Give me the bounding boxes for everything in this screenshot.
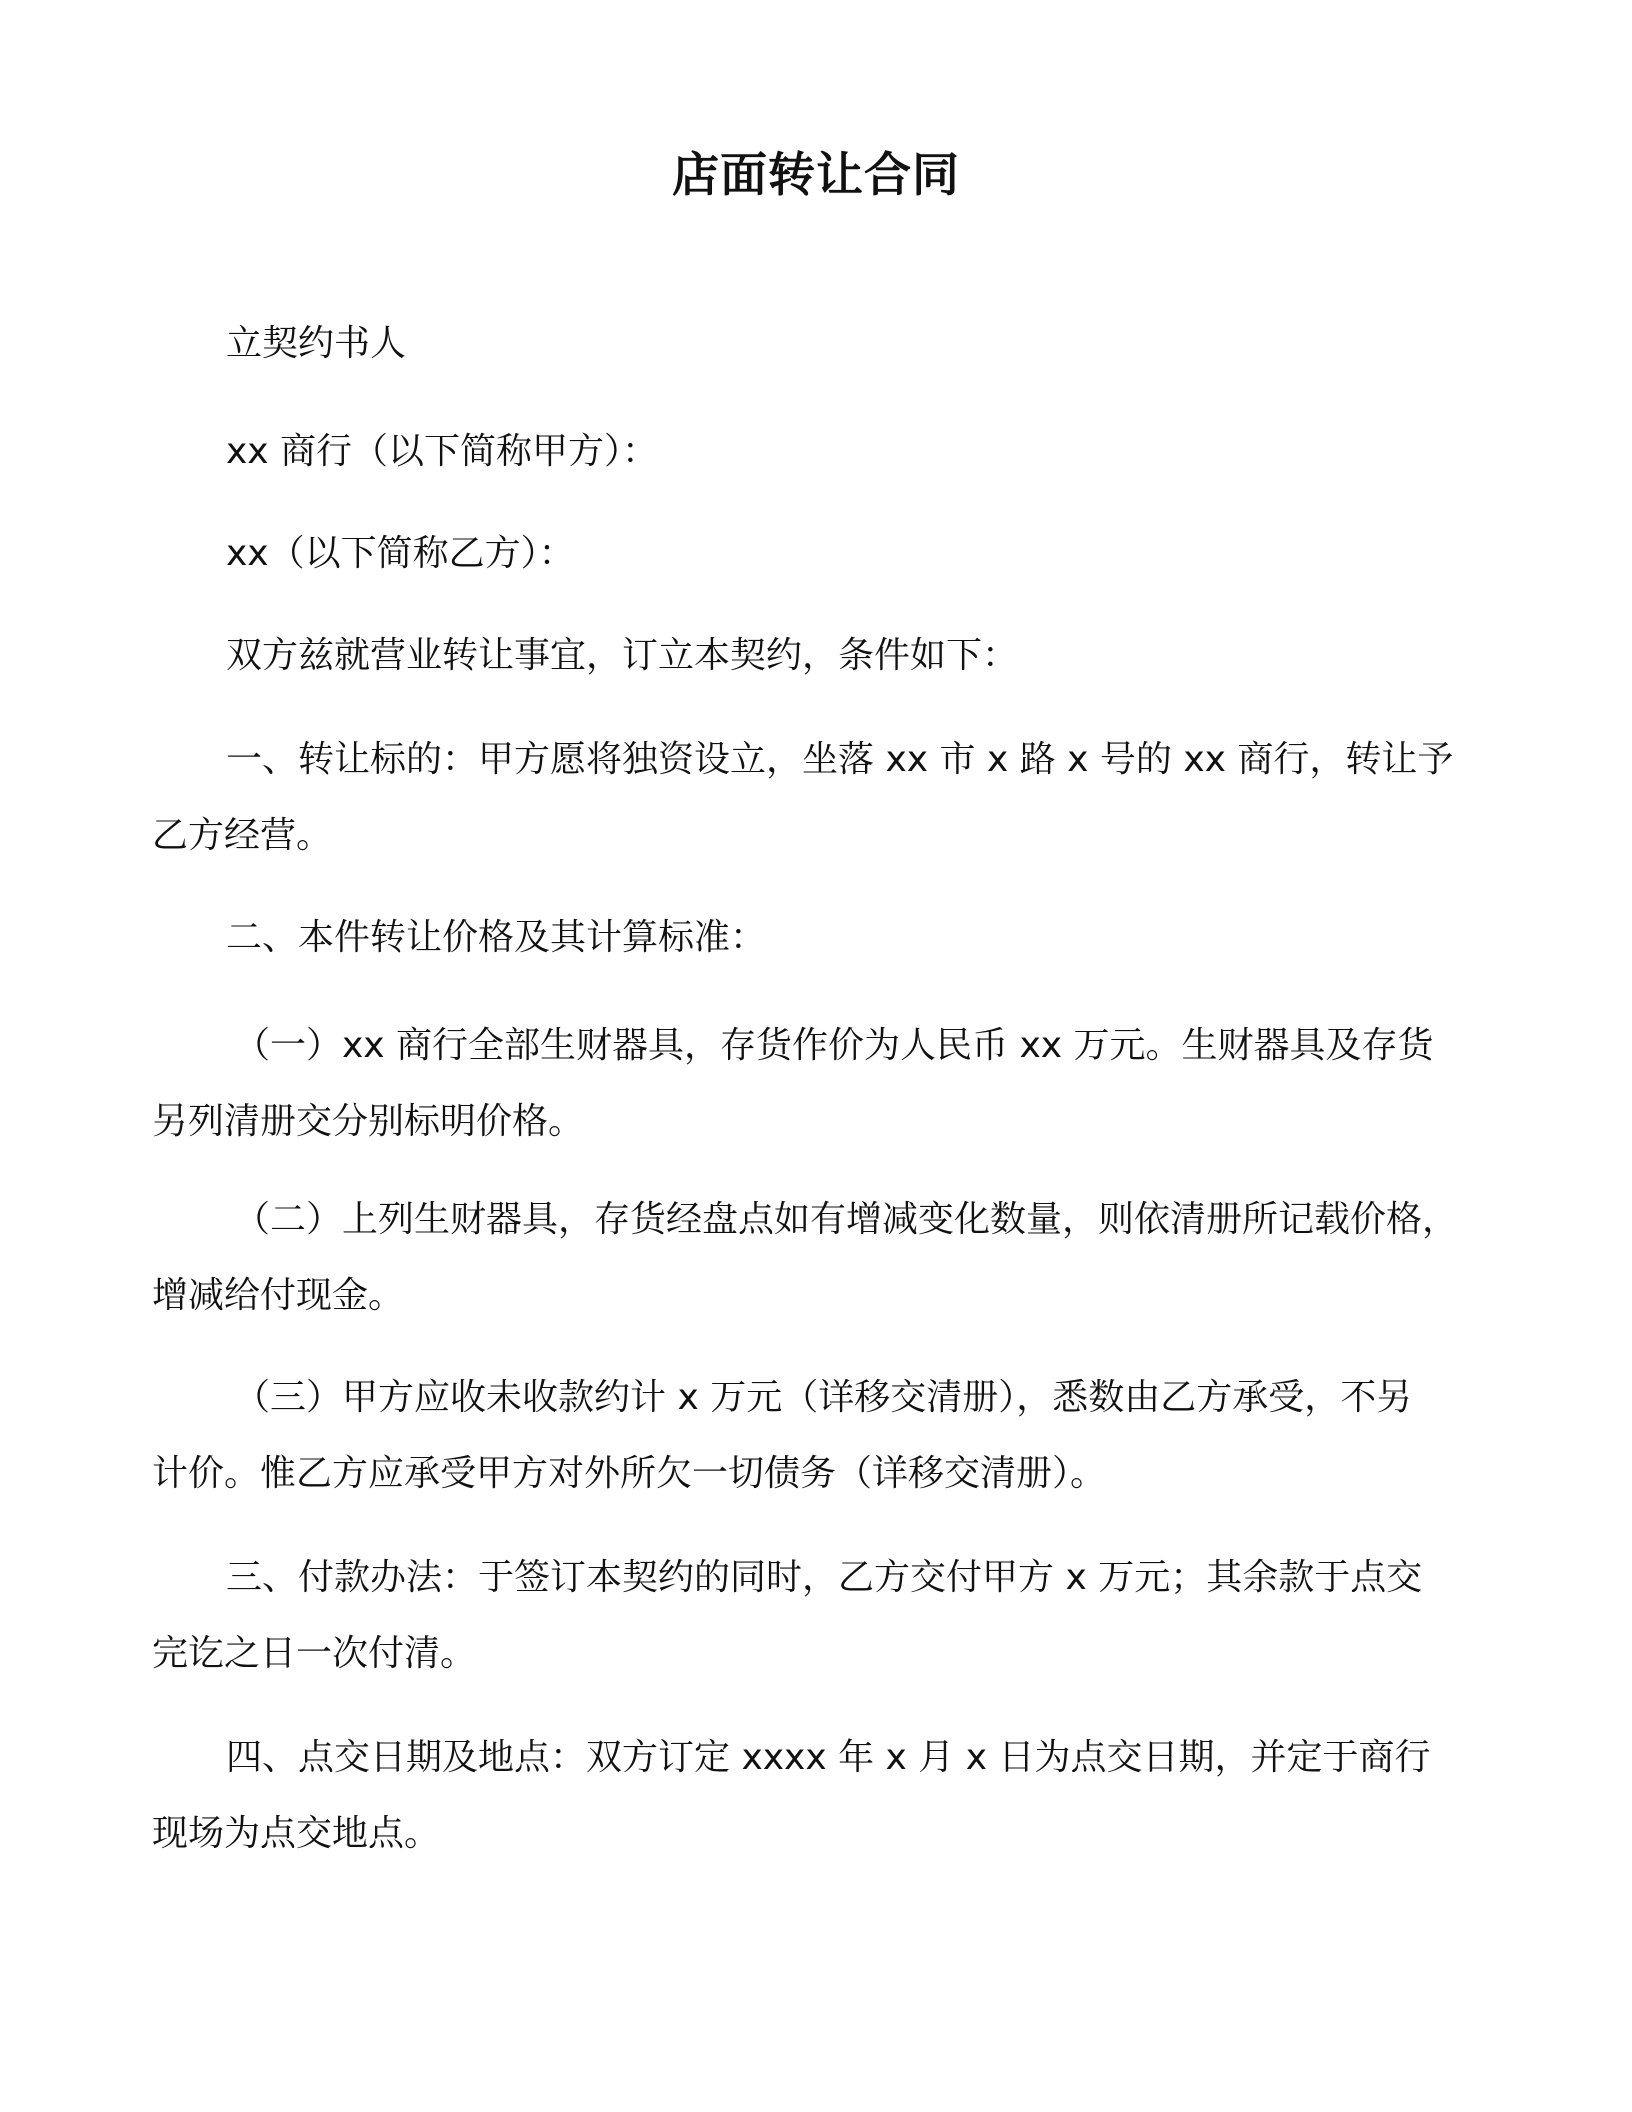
clause-2-item-2 — [152, 1182, 1482, 1334]
paragraph-preamble — [152, 618, 1482, 694]
paragraph-line: 增减给付现金。 — [152, 1275, 405, 1316]
paragraph-line: 立契约书人 — [226, 323, 407, 364]
paragraph-line: 三、付款办法：于签订本契约的同时，乙方交付甲方 x 万元；其余款于点交 — [226, 1557, 1423, 1598]
paragraph-line: （一）xx 商行全部生财器具，存货作价为人民币 xx 万元。生财器具及存货 — [234, 1025, 1434, 1066]
paragraph-line: 乙方经营。 — [152, 815, 333, 856]
clause-2-item-1 — [152, 1008, 1482, 1160]
paragraph-party-a — [152, 414, 1482, 490]
document-title: 店面转让合同 — [672, 148, 960, 203]
paragraph-line: 另列清册交分别标明价格。 — [152, 1101, 585, 1142]
clause-2-price — [152, 900, 1482, 976]
paragraph-line: xx 商行（以下简称甲方）： — [226, 431, 659, 472]
paragraph-line: 二、本件转让价格及其计算标准： — [226, 917, 767, 958]
paragraph-line: 一、转让标的：甲方愿将独资设立，坐落 xx 市 x 路 x 号的 xx 商行，转让予 — [226, 739, 1454, 780]
paragraph-line: （三）甲方应收未收款约计 x 万元（详移交清册），悉数由乙方承受，不另 — [234, 1377, 1413, 1418]
paragraph-line: 计价。惟乙方应承受甲方对外所欠一切债务（详移交清册）。 — [152, 1453, 1107, 1494]
clause-3-payment — [152, 1540, 1482, 1692]
clause-2-item-3 — [152, 1360, 1482, 1512]
paragraph-line: xx（以下简称乙方）： — [226, 533, 575, 574]
paragraph-signatories-heading — [152, 306, 1482, 382]
clause-1-subject — [152, 722, 1482, 874]
paragraph-line: （二）上列生财器具，存货经盘点如有增减变化数量，则依清册所记载价格， — [234, 1199, 1459, 1240]
paragraph-line: 完讫之日一次付清。 — [152, 1633, 477, 1674]
paragraph-line: 双方兹就营业转让事宜，订立本契约，条件如下： — [226, 635, 1019, 676]
paragraph-line: 四、点交日期及地点：双方订定 xxxx 年 x 月 x 日为点交日期，并定于商行 — [226, 1737, 1431, 1778]
clause-4-handover — [152, 1720, 1482, 1872]
paragraph-line: 现场为点交地点。 — [152, 1813, 441, 1854]
paragraph-party-b — [152, 516, 1482, 592]
